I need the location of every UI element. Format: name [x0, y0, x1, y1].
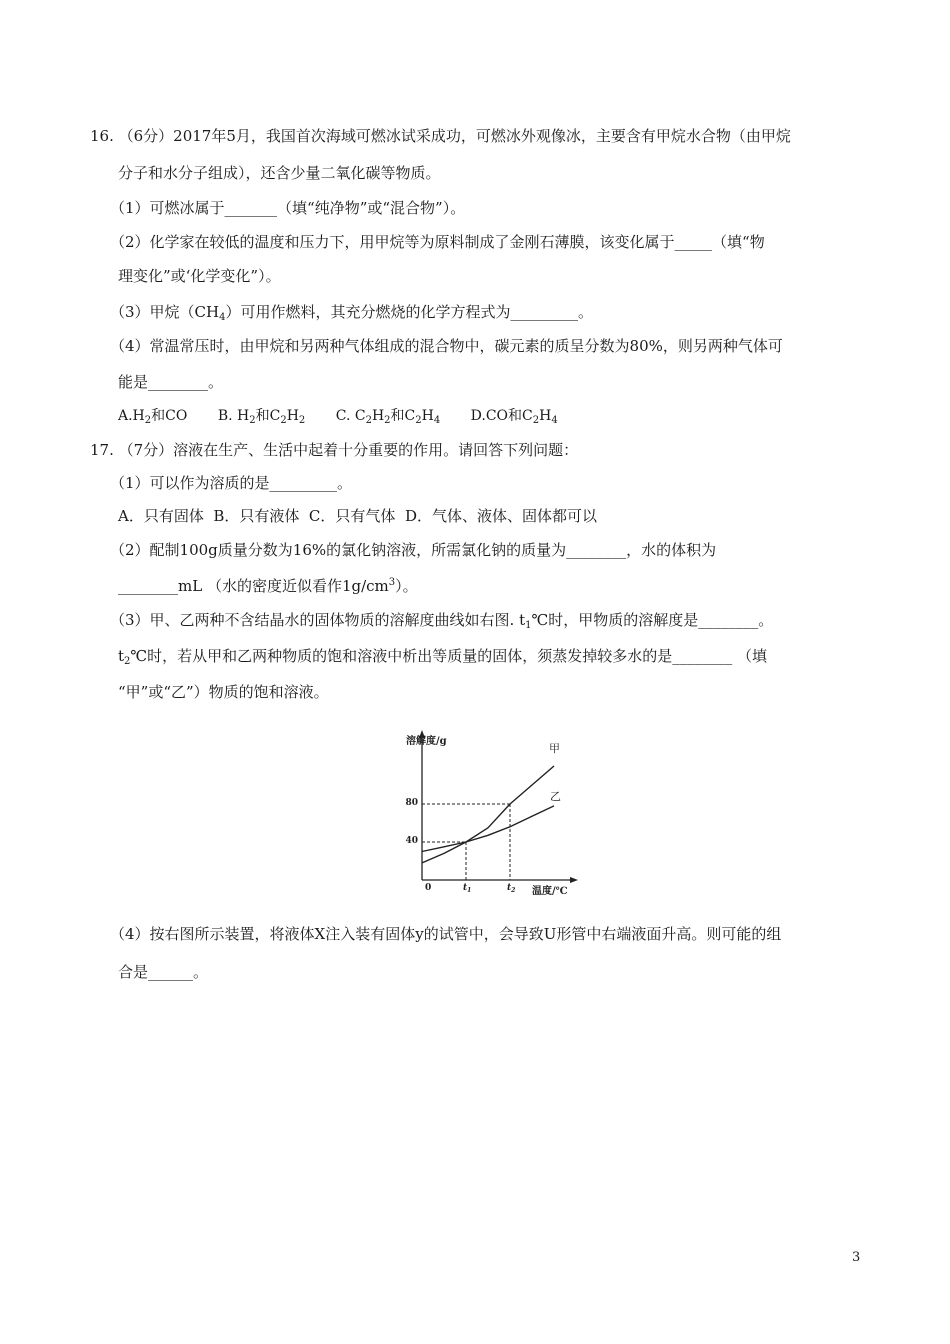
origin-label: 0 [425, 883, 432, 893]
q17-stem: 17. （7分）溶液在生产、生活中起着十分重要的作用。请回答下列问题： [90, 441, 579, 459]
q17-part1-options: A．只有固体 B．只有液体 C．只有气体 D．气体、液体、固体都可以 [118, 507, 597, 525]
solubility-curves [422, 766, 554, 863]
q17-part3-line3: “甲”或“乙”）物质的饱和溶液。 [118, 683, 329, 701]
solubility-chart [392, 726, 582, 898]
q16-part2-line2: 理变化”或‘化学变化”）。 [118, 267, 281, 285]
q16-part4-line1: （4）常温常压时，由甲烷和另两种气体组成的混合物中，碳元素的质呈分数为80%，则另两种气体可 [110, 337, 783, 355]
curve-yi [422, 806, 554, 852]
x-tick-t2: $t_2$ [507, 883, 516, 894]
y-axis-label: 溶解度/g [406, 736, 447, 747]
q17-part3-line1: （3）甲、乙两种不含结晶水的固体物质的溶解度曲线如右图. $t_1℃$时，甲物质的溶解度是________。 [110, 611, 774, 631]
q16-part3: （3）甲烷$(CH_4)$可用作燃料，其充分燃烧的化学方程式为_________。 [110, 303, 593, 323]
q16-stem-line2: 分子和水分子组成），还含少量二氧化碳等物质。 [118, 164, 441, 182]
q16-part2-line1: （2）化学家在较低的温度和压力下，用甲烷等为原料制成了金刚石薄膜，该变化属于_____（填“物 [110, 233, 765, 251]
q16-option-c: C. $C_2H_2$和$C_2H_4$ [335, 408, 441, 426]
q16-option-d: D.CO和$C_2H_4$ [470, 408, 558, 426]
q17-part2-line1: （2）配制100g质量分数为16%的氯化钠溶液，所需氯化钠的质量为________，水的体积为 [110, 541, 717, 559]
series-label-yi: 乙 [550, 790, 561, 803]
q17-part2-line2: ________mL （水的密度近似看作$1g/cm^3$）。 [118, 577, 418, 595]
q17-part4-line2: 合是______。 [118, 963, 209, 981]
q16-part1: （1）可燃冰属于_______（填“纯净物”或“混合物”）。 [110, 199, 466, 217]
q16-options [118, 406, 558, 426]
q17-part4-line1: （4）按右图所示装置，将液体X注入装有固体y的试管中，会导致U形管中右端液面升高。则可能的组 [110, 925, 782, 943]
q16-option-a: $A.H_2$和CO [118, 408, 188, 426]
series-label-jia: 甲 [549, 742, 560, 755]
y-tick-40: 40 [405, 836, 418, 846]
q17-part3-line2: $t_2℃$时，若从甲和乙两种物质的饱和溶液中析出等质量的固体，须蒸发掉较多水的是________ （填 [118, 647, 767, 667]
q16-option-b: B. $H_2$和$C_2H_2$ [217, 408, 306, 426]
q16-part4-line2: 能是________。 [118, 373, 224, 391]
page-number: 3 [852, 1250, 861, 1265]
y-tick-80: 80 [405, 798, 418, 808]
chart-labels [405, 734, 567, 897]
x-axis-arrow [570, 877, 578, 883]
curve-jia [422, 766, 554, 863]
x-axis-label: 温度/℃ [532, 886, 568, 897]
q16-stem-line1: 16. （6分）2017年5月，我国首次海域可燃冰试采成功，可燃冰外观像冰，主要含有甲烷水合物（由甲烷 [90, 127, 791, 145]
x-tick-t1: $t_1$ [463, 883, 472, 894]
q17-part1: （1）可以作为溶质的是_________。 [110, 474, 353, 492]
